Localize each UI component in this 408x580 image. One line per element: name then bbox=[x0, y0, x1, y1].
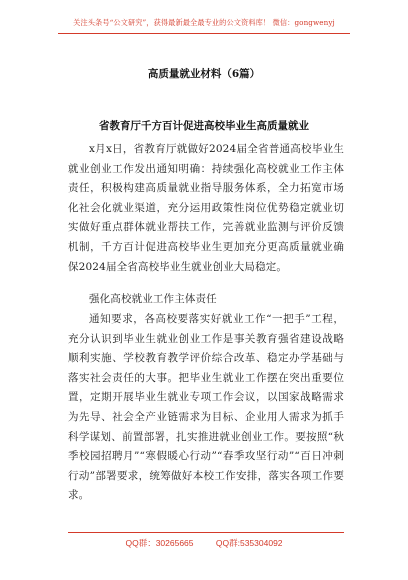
footer-divider bbox=[68, 532, 344, 533]
page-footer bbox=[0, 537, 408, 549]
body-paragraph-1: x月x日，省教育厅就做好2024届全省普通高校毕业生就业创业工作发出通知明确：持续强化高校就业工作主体责任，积极构建高质量就业指导服务体系，全力拓宽市场化社会化就业渠道，充分运用政策性岗位优势稳定就业切实做好重点群体就业帮扶工作，完善就业监测与评价反馈机制，千方百计促进高校毕业生更加充分更高质量就业确保2024届全省高校毕业生就业创业大局稳定。 bbox=[68, 143, 344, 273]
subheading-paragraph: 强化高校就业工作主体责任 bbox=[89, 293, 217, 305]
header-divider bbox=[58, 33, 350, 34]
footer-qq-group-1: QQ群：30265665 bbox=[125, 538, 194, 548]
footer-qq-group-2: QQ群:535304092 bbox=[215, 538, 283, 548]
body-paragraph-2: 通知要求，各高校要落实好就业工作“一把手”工程，充分认识到毕业生就业创业工作是事关教育强省建设战略顺利实施、学校教育教学评价综合改革、稳定办学基础与落实社会责任的大事。把毕业生就业工作摆在突出重要位置，定期开展毕业生就业专项工作会议，以国家战略需求为先导、社会全产业链需求为目标、企业用人需求为抓手科学谋划、前置部署，扎实推进就业创业工作。要按照“秋季校园招聘月”“寒假暖心行动”“春季攻坚行动”“百日冲刺行动”部署要求，统筹做好本校工作安排，落实各项工作要求。 bbox=[68, 313, 344, 502]
section-title: 省教育厅千方百计促进高校毕业生高质量就业 bbox=[99, 120, 309, 132]
page-header: 关注头条号“公文研究”，获得最新最全最专业的公文资料库！ 微信：gongwenyj bbox=[73, 18, 335, 27]
document-title: 高质量就业材料（6篇） bbox=[147, 68, 261, 80]
